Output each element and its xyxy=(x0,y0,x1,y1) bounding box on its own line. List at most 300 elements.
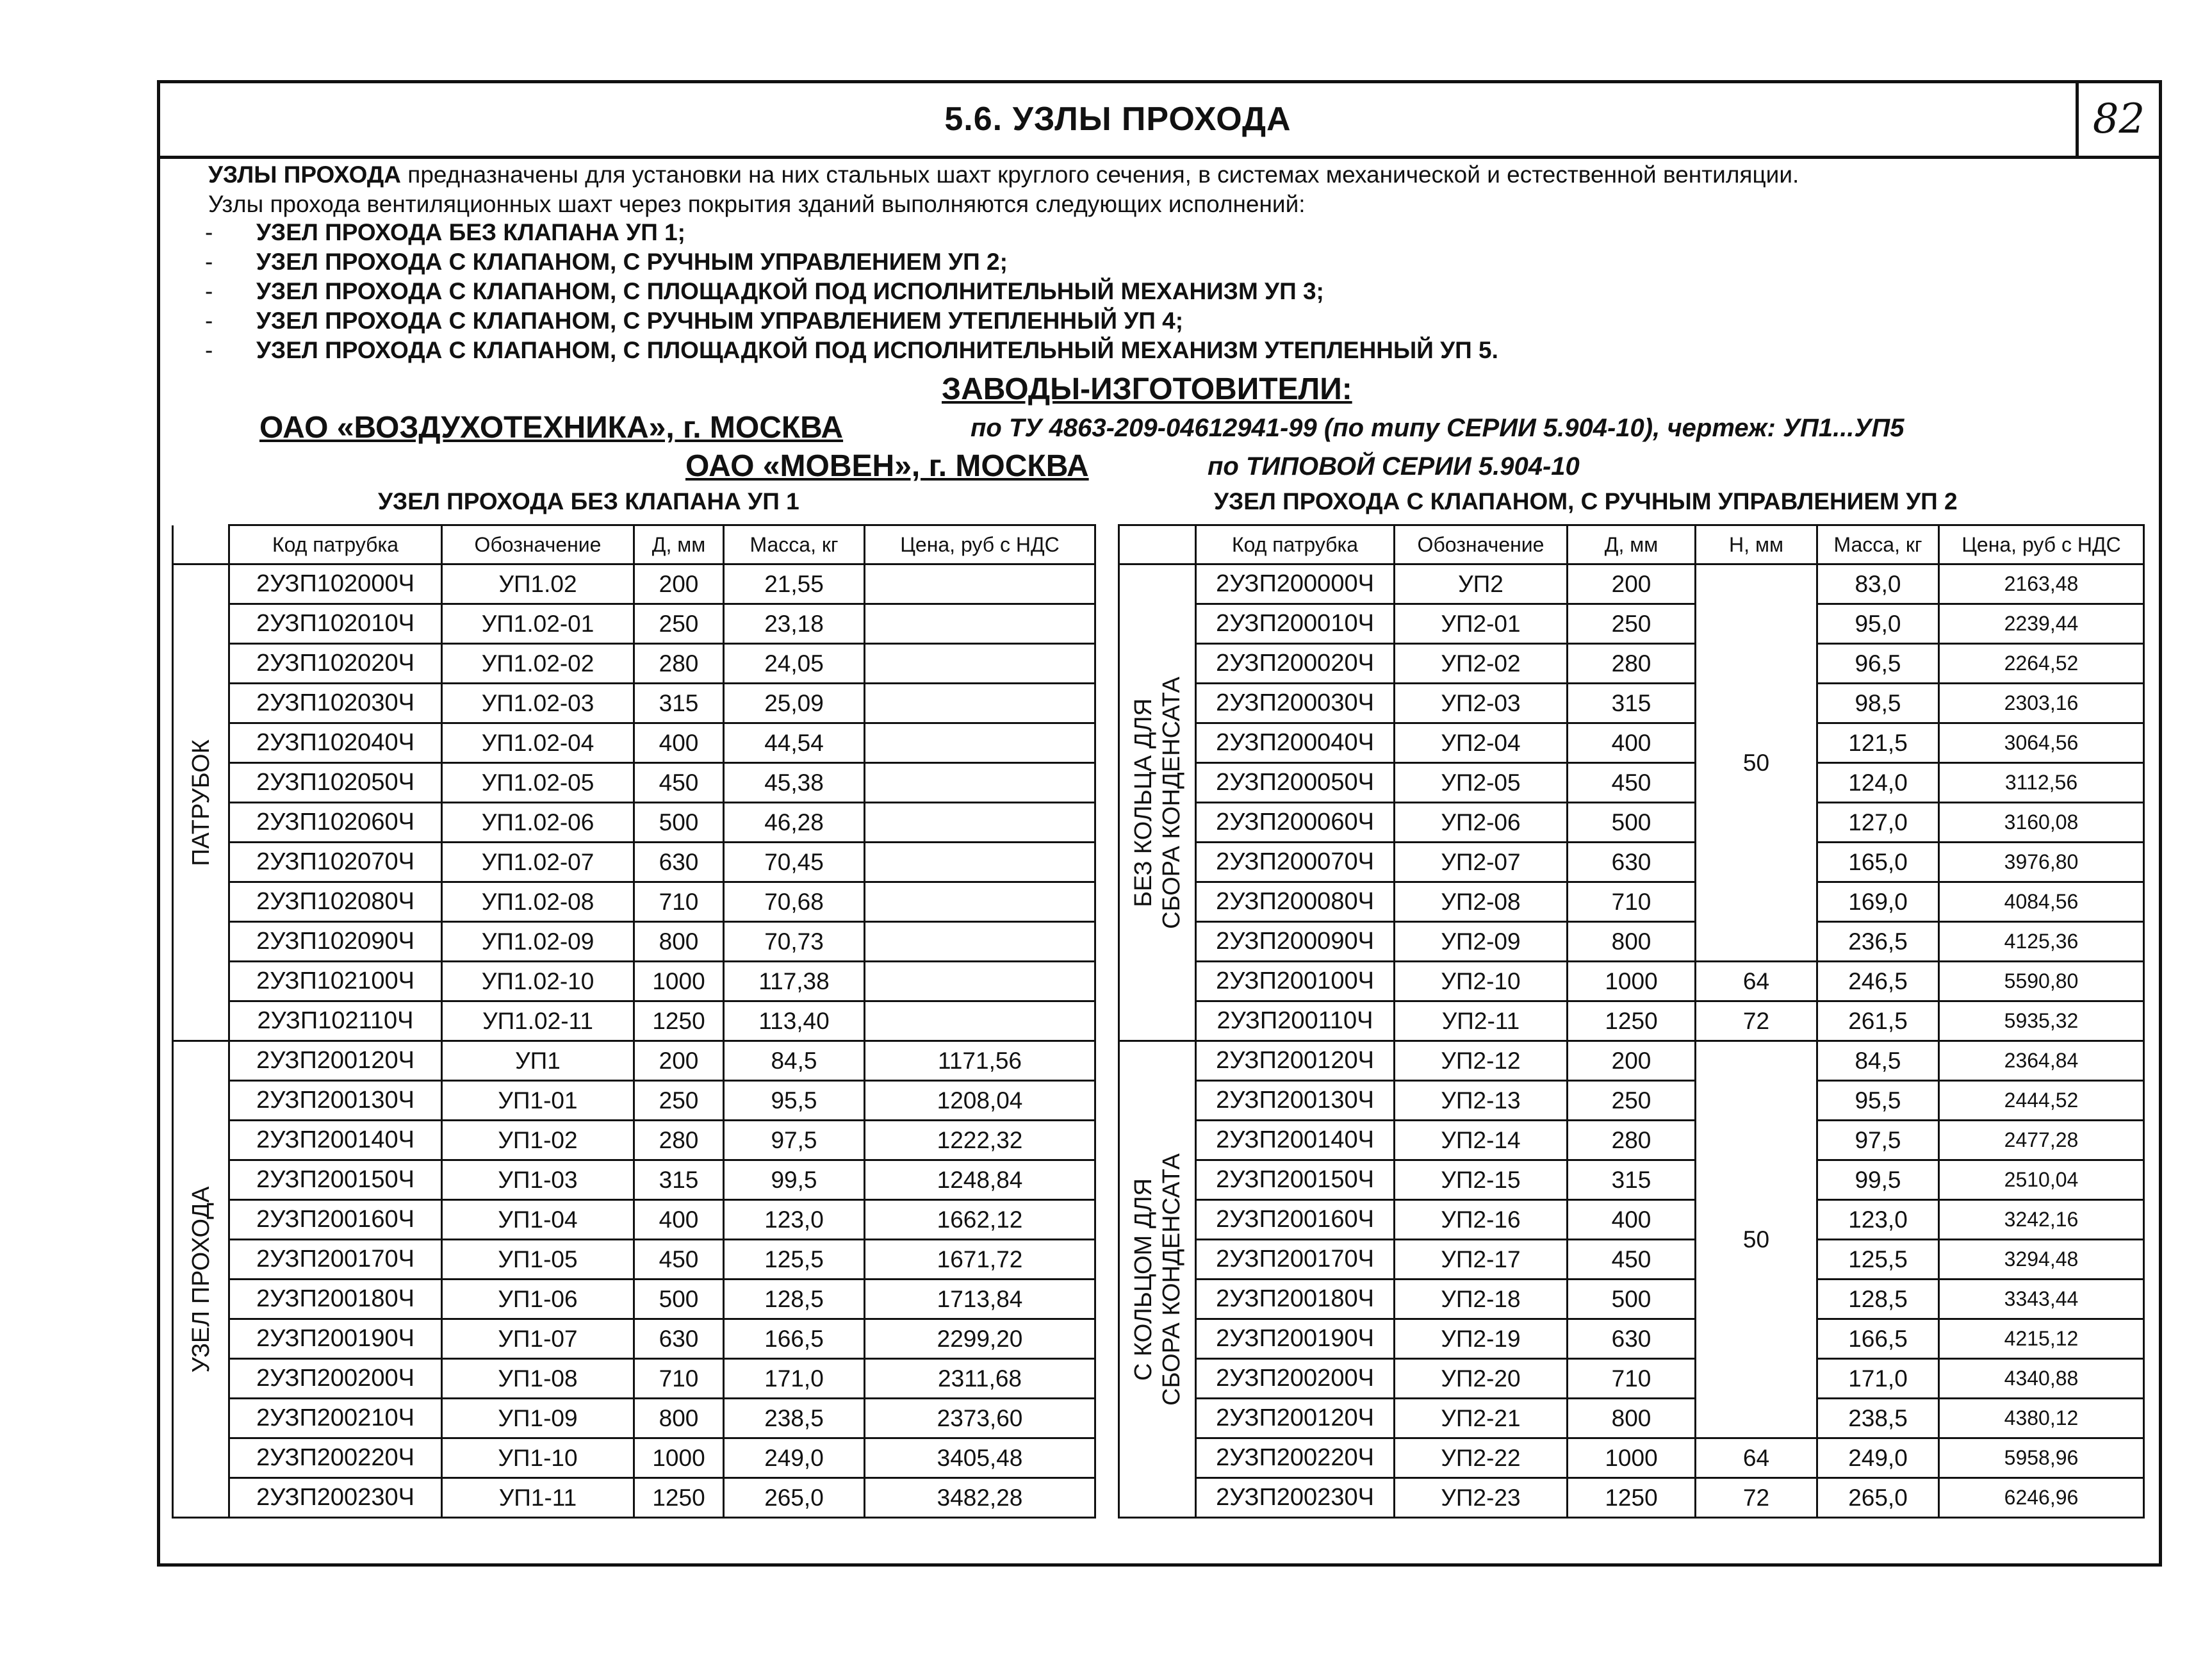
mass-cell: 265,0 xyxy=(1817,1478,1939,1518)
version-text: УЗЕЛ ПРОХОДА С КЛАПАНОМ, С ПЛОЩАДКОЙ ПОД ИСПОЛНИТЕЛЬНЫЙ МЕХАНИЗМ УП 3; xyxy=(256,278,1324,304)
table-row xyxy=(173,1280,1095,1319)
designation-cell: УП1-08 xyxy=(442,1359,634,1399)
designation-cell: УП1.02-06 xyxy=(442,803,634,843)
table-row xyxy=(173,1359,1095,1399)
designation-cell: УП1.02-10 xyxy=(442,962,634,1001)
price-cell xyxy=(865,644,1095,684)
code-cell: 2УЗП200190Ч xyxy=(1196,1319,1395,1359)
table2-group-bez-kolca xyxy=(1119,564,1196,1041)
page-number: 82 xyxy=(2076,83,2159,156)
versions-list xyxy=(205,218,2127,365)
price-cell: 2311,68 xyxy=(865,1359,1095,1399)
code-cell: 2УЗП200040Ч xyxy=(1196,723,1395,763)
table-row xyxy=(173,723,1095,763)
diameter-cell: 710 xyxy=(634,882,724,922)
diameter-cell: 315 xyxy=(634,684,724,723)
price-cell: 4084,56 xyxy=(1939,882,2144,922)
manufacturer-1-name: ОАО «ВОЗДУХОТЕХНИКА», г. МОСКВА xyxy=(259,411,844,445)
code-cell: 2УЗП200070Ч xyxy=(1196,843,1395,882)
diameter-cell: 400 xyxy=(634,1200,724,1240)
manufacturer-1 xyxy=(259,410,843,445)
mass-cell: 265,0 xyxy=(724,1478,865,1518)
price-cell: 1171,56 xyxy=(865,1041,1095,1081)
table1-header-cell: Обозначение xyxy=(442,525,634,564)
mass-cell: 95,0 xyxy=(1817,604,1939,644)
designation-cell: УП2-15 xyxy=(1395,1160,1568,1200)
price-cell: 1671,72 xyxy=(865,1240,1095,1280)
intro-lead-bold: УЗЛЫ ПРОХОДА xyxy=(208,161,401,188)
table-up1 xyxy=(172,524,1096,1519)
diameter-cell: 400 xyxy=(1568,1200,1696,1240)
table-row xyxy=(1119,1160,2144,1200)
table2-header-cell: Обозначение xyxy=(1395,525,1568,564)
table2-header-cell: Цена, руб с НДС xyxy=(1939,525,2144,564)
code-cell: 2УЗП200160Ч xyxy=(1196,1200,1395,1240)
version-item: - УЗЕЛ ПРОХОДА С КЛАПАНОМ, С ПЛОЩАДКОЙ ПОД ИСПОЛНИТЕЛЬНЫЙ МЕХАНИЗМ УП 3; xyxy=(205,278,1324,304)
table-row xyxy=(1119,644,2144,684)
designation-cell: УП2-13 xyxy=(1395,1081,1568,1121)
mass-cell: 97,5 xyxy=(724,1121,865,1160)
diameter-cell: 400 xyxy=(1568,723,1696,763)
code-cell: 2УЗП200120Ч xyxy=(229,1041,442,1081)
mass-cell: 83,0 xyxy=(1817,564,1939,604)
designation-cell: УП1.02-05 xyxy=(442,763,634,803)
table-row xyxy=(1119,962,2144,1001)
diameter-cell: 1000 xyxy=(634,1438,724,1478)
mass-cell: 99,5 xyxy=(724,1160,865,1200)
diameter-cell: 450 xyxy=(1568,1240,1696,1280)
diameter-cell: 500 xyxy=(1568,1280,1696,1319)
diameter-cell: 315 xyxy=(1568,1160,1696,1200)
designation-cell: УП2-19 xyxy=(1395,1319,1568,1359)
price-cell: 1222,32 xyxy=(865,1121,1095,1160)
table2-group-s-kolcom xyxy=(1119,1041,1196,1518)
height-cell: 50 xyxy=(1696,564,1817,962)
intro-text xyxy=(208,160,2130,219)
code-cell: 2УЗП200230Ч xyxy=(1196,1478,1395,1518)
mass-cell: 171,0 xyxy=(1817,1359,1939,1399)
designation-cell: УП1-09 xyxy=(442,1399,634,1438)
price-cell xyxy=(865,962,1095,1001)
price-cell: 3064,56 xyxy=(1939,723,2144,763)
designation-cell: УП2-20 xyxy=(1395,1359,1568,1399)
mass-cell: 125,5 xyxy=(724,1240,865,1280)
version-text: УЗЕЛ ПРОХОДА С КЛАПАНОМ, С ПЛОЩАДКОЙ ПОД ИСПОЛНИТЕЛЬНЫЙ МЕХАНИЗМ УТЕПЛЕННЫЙ УП 5. xyxy=(256,337,1498,363)
table-row xyxy=(173,803,1095,843)
designation-cell: УП2 xyxy=(1395,564,1568,604)
table2-group-header xyxy=(1119,525,1196,564)
designation-cell: УП1.02-02 xyxy=(442,644,634,684)
price-cell: 4125,36 xyxy=(1939,922,2144,962)
designation-cell: УП2-21 xyxy=(1395,1399,1568,1438)
mass-cell: 236,5 xyxy=(1817,922,1939,962)
price-cell xyxy=(865,922,1095,962)
table-row xyxy=(1119,1319,2144,1359)
diameter-cell: 800 xyxy=(1568,922,1696,962)
code-cell: 2УЗП200200Ч xyxy=(1196,1359,1395,1399)
mass-cell: 238,5 xyxy=(724,1399,865,1438)
manufacturer-2-name: ОАО «МОВЕН», г. МОСКВА xyxy=(685,449,1089,483)
designation-cell: УП2-04 xyxy=(1395,723,1568,763)
code-cell: 2УЗП200060Ч xyxy=(1196,803,1395,843)
table2-group-label-line: БЕЗ КОЛЬЦА ДЛЯ xyxy=(1129,698,1157,907)
title-bar xyxy=(160,83,2159,159)
code-cell: 2УЗП200130Ч xyxy=(1196,1081,1395,1121)
intro-line-2: Узлы прохода вентиляционных шахт через покрытия зданий выполняются следующих исполнений: xyxy=(208,191,1306,217)
code-cell: 2УЗП102100Ч xyxy=(229,962,442,1001)
code-cell: 2УЗП102080Ч xyxy=(229,882,442,922)
diameter-cell: 1250 xyxy=(634,1001,724,1041)
mass-cell: 46,28 xyxy=(724,803,865,843)
designation-cell: УП1.02-04 xyxy=(442,723,634,763)
diameter-cell: 450 xyxy=(634,1240,724,1280)
table2-group-label-line: С КОЛЬЦОМ ДЛЯ xyxy=(1129,1178,1157,1381)
table1-header-cell: Код патрубка xyxy=(229,525,442,564)
diameter-cell: 200 xyxy=(1568,564,1696,604)
diameter-cell: 250 xyxy=(1568,1081,1696,1121)
designation-cell: УП2-18 xyxy=(1395,1280,1568,1319)
table-row xyxy=(1119,843,2144,882)
mass-cell: 70,68 xyxy=(724,882,865,922)
price-cell: 5590,80 xyxy=(1939,962,2144,1001)
diameter-cell: 1000 xyxy=(634,962,724,1001)
table-row xyxy=(1119,1041,2144,1081)
table-row xyxy=(1119,922,2144,962)
table2-header-row xyxy=(1119,525,2144,564)
mass-cell: 246,5 xyxy=(1817,962,1939,1001)
table-row xyxy=(1119,1359,2144,1399)
designation-cell: УП1-06 xyxy=(442,1280,634,1319)
table2-header-cell: Н, мм xyxy=(1696,525,1817,564)
table-row xyxy=(173,564,1095,604)
table1-group-label: УЗЕЛ ПРОХОДА xyxy=(187,1186,215,1372)
table1-header-cell: Д, мм xyxy=(634,525,724,564)
table1-group-uzel-prohoda xyxy=(173,1041,229,1518)
code-cell: 2УЗП200180Ч xyxy=(229,1280,442,1319)
code-cell: 2УЗП200120Ч xyxy=(1196,1399,1395,1438)
table-row xyxy=(173,644,1095,684)
table-row xyxy=(173,1081,1095,1121)
table2-header-cell: Масса, кг xyxy=(1817,525,1939,564)
table-row xyxy=(1119,1001,2144,1041)
mass-cell: 124,0 xyxy=(1817,763,1939,803)
mass-cell: 171,0 xyxy=(724,1359,865,1399)
designation-cell: УП1.02-11 xyxy=(442,1001,634,1041)
diameter-cell: 280 xyxy=(634,644,724,684)
price-cell xyxy=(865,723,1095,763)
mass-cell: 24,05 xyxy=(724,644,865,684)
diameter-cell: 630 xyxy=(1568,1319,1696,1359)
version-item: - УЗЕЛ ПРОХОДА БЕЗ КЛАПАНА УП 1; xyxy=(205,219,685,245)
table-row xyxy=(1119,684,2144,723)
diameter-cell: 315 xyxy=(1568,684,1696,723)
designation-cell: УП1-05 xyxy=(442,1240,634,1280)
mass-cell: 84,5 xyxy=(1817,1041,1939,1081)
diameter-cell: 250 xyxy=(1568,604,1696,644)
designation-cell: УП1.02 xyxy=(442,564,634,604)
designation-cell: УП2-09 xyxy=(1395,922,1568,962)
table-row xyxy=(1119,1399,2144,1438)
table2-group-label-line: СБОРА КОНДЕНСАТА xyxy=(1158,1153,1185,1406)
price-cell: 4380,12 xyxy=(1939,1399,2144,1438)
mass-cell: 127,0 xyxy=(1817,803,1939,843)
table2-group-label xyxy=(1129,677,1186,929)
code-cell: 2УЗП102020Ч xyxy=(229,644,442,684)
code-cell: 2УЗП200130Ч xyxy=(229,1081,442,1121)
diameter-cell: 630 xyxy=(634,1319,724,1359)
diameter-cell: 1250 xyxy=(1568,1478,1696,1518)
code-cell: 2УЗП102060Ч xyxy=(229,803,442,843)
code-cell: 2УЗП200110Ч xyxy=(1196,1001,1395,1041)
price-cell: 1713,84 xyxy=(865,1280,1095,1319)
price-cell xyxy=(865,843,1095,882)
table-row xyxy=(173,1200,1095,1240)
version-text: УЗЕЛ ПРОХОДА С КЛАПАНОМ, С РУЧНЫМ УПРАВЛЕНИЕМ УП 2; xyxy=(256,249,1008,275)
code-cell: 2УЗП200000Ч xyxy=(1196,564,1395,604)
code-cell: 2УЗП200230Ч xyxy=(229,1478,442,1518)
mass-cell: 117,38 xyxy=(724,962,865,1001)
diameter-cell: 280 xyxy=(1568,1121,1696,1160)
code-cell: 2УЗП200210Ч xyxy=(229,1399,442,1438)
code-cell: 2УЗП200030Ч xyxy=(1196,684,1395,723)
designation-cell: УП2-12 xyxy=(1395,1041,1568,1081)
designation-cell: УП2-10 xyxy=(1395,962,1568,1001)
mass-cell: 249,0 xyxy=(724,1438,865,1478)
code-cell: 2УЗП102010Ч xyxy=(229,604,442,644)
diameter-cell: 250 xyxy=(634,1081,724,1121)
mass-cell: 70,45 xyxy=(724,843,865,882)
price-cell: 2299,20 xyxy=(865,1319,1095,1359)
code-cell: 2УЗП102030Ч xyxy=(229,684,442,723)
price-cell xyxy=(865,1001,1095,1041)
diameter-cell: 800 xyxy=(634,922,724,962)
price-cell: 2444,52 xyxy=(1939,1081,2144,1121)
mass-cell: 261,5 xyxy=(1817,1001,1939,1041)
mass-cell: 21,55 xyxy=(724,564,865,604)
table-row xyxy=(173,1041,1095,1081)
table-row xyxy=(173,882,1095,922)
table-row xyxy=(173,1478,1095,1518)
price-cell: 2510,04 xyxy=(1939,1160,2144,1200)
table2-header-cell: Код патрубка xyxy=(1196,525,1395,564)
price-cell: 5958,96 xyxy=(1939,1438,2144,1478)
diameter-cell: 1000 xyxy=(1568,962,1696,1001)
code-cell: 2УЗП200080Ч xyxy=(1196,882,1395,922)
table-row xyxy=(1119,1438,2144,1478)
mass-cell: 96,5 xyxy=(1817,644,1939,684)
price-cell: 2477,28 xyxy=(1939,1121,2144,1160)
mass-cell: 98,5 xyxy=(1817,684,1939,723)
mass-cell: 45,38 xyxy=(724,763,865,803)
designation-cell: УП2-02 xyxy=(1395,644,1568,684)
code-cell: 2УЗП200180Ч xyxy=(1196,1280,1395,1319)
diameter-cell: 710 xyxy=(634,1359,724,1399)
table-row xyxy=(173,604,1095,644)
version-item: - УЗЕЛ ПРОХОДА С КЛАПАНОМ, С ПЛОЩАДКОЙ ПОД ИСПОЛНИТЕЛЬНЫЙ МЕХАНИЗМ УТЕПЛЕННЫЙ УП 5. xyxy=(205,337,1498,363)
code-cell: 2УЗП200140Ч xyxy=(1196,1121,1395,1160)
price-cell: 3343,44 xyxy=(1939,1280,2144,1319)
price-cell xyxy=(865,684,1095,723)
height-cell: 72 xyxy=(1696,1001,1817,1041)
table-row xyxy=(173,922,1095,962)
designation-cell: УП1.02-03 xyxy=(442,684,634,723)
code-cell: 2УЗП102050Ч xyxy=(229,763,442,803)
price-cell xyxy=(865,763,1095,803)
manufacturer-2-note-row xyxy=(1208,452,1580,481)
code-cell: 2УЗП200220Ч xyxy=(229,1438,442,1478)
mass-cell: 166,5 xyxy=(1817,1319,1939,1359)
table-row xyxy=(173,1001,1095,1041)
height-cell: 64 xyxy=(1696,1438,1817,1478)
table-row xyxy=(1119,564,2144,604)
diameter-cell: 280 xyxy=(1568,644,1696,684)
table2-caption: УЗЕЛ ПРОХОДА С КЛАПАНОМ, С РУЧНЫМ УПРАВЛЕНИЕМ УП 2 xyxy=(1214,488,1958,514)
mass-cell: 123,0 xyxy=(1817,1200,1939,1240)
table-row xyxy=(173,684,1095,723)
diameter-cell: 500 xyxy=(634,1280,724,1319)
mass-cell: 166,5 xyxy=(724,1319,865,1359)
designation-cell: УП2-17 xyxy=(1395,1240,1568,1280)
page-title: 5.6. УЗЛЫ ПРОХОДА xyxy=(944,101,1291,138)
manufacturer-1-note-row xyxy=(971,414,1905,443)
price-cell xyxy=(865,882,1095,922)
diameter-cell: 710 xyxy=(1568,882,1696,922)
designation-cell: УП2-03 xyxy=(1395,684,1568,723)
table-row xyxy=(1119,723,2144,763)
table2-group-label-line: СБОРА КОНДЕНСАТА xyxy=(1158,676,1185,929)
table-row xyxy=(173,1121,1095,1160)
mass-cell: 121,5 xyxy=(1817,723,1939,763)
diameter-cell: 800 xyxy=(634,1399,724,1438)
mass-cell: 97,5 xyxy=(1817,1121,1939,1160)
mass-cell: 125,5 xyxy=(1817,1240,1939,1280)
price-cell: 3242,16 xyxy=(1939,1200,2144,1240)
designation-cell: УП2-22 xyxy=(1395,1438,1568,1478)
price-cell: 1662,12 xyxy=(865,1200,1095,1240)
code-cell: 2УЗП200120Ч xyxy=(1196,1041,1395,1081)
code-cell: 2УЗП200150Ч xyxy=(1196,1160,1395,1200)
table1-caption: УЗЕЛ ПРОХОДА БЕЗ КЛАПАНА УП 1 xyxy=(378,488,799,514)
mass-cell: 84,5 xyxy=(724,1041,865,1081)
code-cell: 2УЗП200150Ч xyxy=(229,1160,442,1200)
code-cell: 2УЗП102070Ч xyxy=(229,843,442,882)
code-cell: 2УЗП102090Ч xyxy=(229,922,442,962)
version-text: УЗЕЛ ПРОХОДА С КЛАПАНОМ, С РУЧНЫМ УПРАВЛЕНИЕМ УТЕПЛЕННЫЙ УП 4; xyxy=(256,308,1184,334)
table-row xyxy=(1119,1200,2144,1240)
mass-cell: 95,5 xyxy=(1817,1081,1939,1121)
table1-group-label: ПАТРУБОК xyxy=(187,739,215,866)
manufacturer-1-note: по ТУ 4863-209-04612941-99 (по типу СЕРИИ 5.904-10), чертеж: УП1...УП5 xyxy=(971,414,1905,442)
designation-cell: УП1.02-08 xyxy=(442,882,634,922)
table-row xyxy=(1119,1121,2144,1160)
manufacturer-2 xyxy=(685,449,1089,484)
price-cell: 4340,88 xyxy=(1939,1359,2144,1399)
mass-cell: 113,40 xyxy=(724,1001,865,1041)
price-cell: 1248,84 xyxy=(865,1160,1095,1200)
diameter-cell: 400 xyxy=(634,723,724,763)
price-cell: 3294,48 xyxy=(1939,1240,2144,1280)
code-cell: 2УЗП200100Ч xyxy=(1196,962,1395,1001)
table1-header-row xyxy=(173,525,1095,564)
code-cell: 2УЗП200190Ч xyxy=(229,1319,442,1359)
diameter-cell: 630 xyxy=(634,843,724,882)
diameter-cell: 450 xyxy=(1568,763,1696,803)
designation-cell: УП2-14 xyxy=(1395,1121,1568,1160)
price-cell: 3976,80 xyxy=(1939,843,2144,882)
designation-cell: УП1-10 xyxy=(442,1438,634,1478)
designation-cell: УП1-02 xyxy=(442,1121,634,1160)
price-cell: 2239,44 xyxy=(1939,604,2144,644)
designation-cell: УП1 xyxy=(442,1041,634,1081)
mass-cell: 165,0 xyxy=(1817,843,1939,882)
mass-cell: 99,5 xyxy=(1817,1160,1939,1200)
code-cell: 2УЗП200140Ч xyxy=(229,1121,442,1160)
table-row xyxy=(1119,1478,2144,1518)
diameter-cell: 200 xyxy=(634,1041,724,1081)
table1-group-header xyxy=(173,525,229,564)
table-row xyxy=(1119,803,2144,843)
table-row xyxy=(1119,604,2144,644)
mass-cell: 25,09 xyxy=(724,684,865,723)
price-cell: 4215,12 xyxy=(1939,1319,2144,1359)
code-cell: 2УЗП200200Ч xyxy=(229,1359,442,1399)
designation-cell: УП1.02-07 xyxy=(442,843,634,882)
diameter-cell: 200 xyxy=(634,564,724,604)
designation-cell: УП2-07 xyxy=(1395,843,1568,882)
diameter-cell: 1000 xyxy=(1568,1438,1696,1478)
table-row xyxy=(173,1438,1095,1478)
code-cell: 2УЗП102000Ч xyxy=(229,564,442,604)
table-row xyxy=(1119,1280,2144,1319)
version-item: - УЗЕЛ ПРОХОДА С КЛАПАНОМ, С РУЧНЫМ УПРАВЛЕНИЕМ УП 2; xyxy=(205,249,1008,275)
table1-header-cell: Цена, руб с НДС xyxy=(865,525,1095,564)
designation-cell: УП1-11 xyxy=(442,1478,634,1518)
diameter-cell: 1250 xyxy=(1568,1001,1696,1041)
designation-cell: УП2-01 xyxy=(1395,604,1568,644)
mass-cell: 238,5 xyxy=(1817,1399,1939,1438)
designation-cell: УП1-01 xyxy=(442,1081,634,1121)
version-item: - УЗЕЛ ПРОХОДА С КЛАПАНОМ, С РУЧНЫМ УПРАВЛЕНИЕМ УТЕПЛЕННЫЙ УП 4; xyxy=(205,308,1184,334)
code-cell: 2УЗП200170Ч xyxy=(1196,1240,1395,1280)
code-cell: 2УЗП200050Ч xyxy=(1196,763,1395,803)
mass-cell: 95,5 xyxy=(724,1081,865,1121)
table-row xyxy=(173,962,1095,1001)
price-cell: 2303,16 xyxy=(1939,684,2144,723)
manufacturer-2-note: по ТИПОВОЙ СЕРИИ 5.904-10 xyxy=(1208,452,1580,481)
designation-cell: УП2-08 xyxy=(1395,882,1568,922)
table-row xyxy=(1119,763,2144,803)
mass-cell: 128,5 xyxy=(724,1280,865,1319)
diameter-cell: 200 xyxy=(1568,1041,1696,1081)
version-text: УЗЕЛ ПРОХОДА БЕЗ КЛАПАНА УП 1; xyxy=(256,219,685,245)
designation-cell: УП2-11 xyxy=(1395,1001,1568,1041)
table-row xyxy=(1119,882,2144,922)
mass-cell: 169,0 xyxy=(1817,882,1939,922)
code-cell: 2УЗП102110Ч xyxy=(229,1001,442,1041)
diameter-cell: 630 xyxy=(1568,843,1696,882)
height-cell: 72 xyxy=(1696,1478,1817,1518)
mass-cell: 23,18 xyxy=(724,604,865,644)
table-row xyxy=(173,1240,1095,1280)
designation-cell: УП1-04 xyxy=(442,1200,634,1240)
manufacturers-heading: ЗАВОДЫ-ИЗГОТОВИТЕЛИ: xyxy=(942,372,1352,406)
table-row xyxy=(173,1399,1095,1438)
price-cell xyxy=(865,803,1095,843)
mass-cell: 44,54 xyxy=(724,723,865,763)
table-row xyxy=(1119,1081,2144,1121)
code-cell: 2УЗП200160Ч xyxy=(229,1200,442,1240)
price-cell: 3112,56 xyxy=(1939,763,2144,803)
